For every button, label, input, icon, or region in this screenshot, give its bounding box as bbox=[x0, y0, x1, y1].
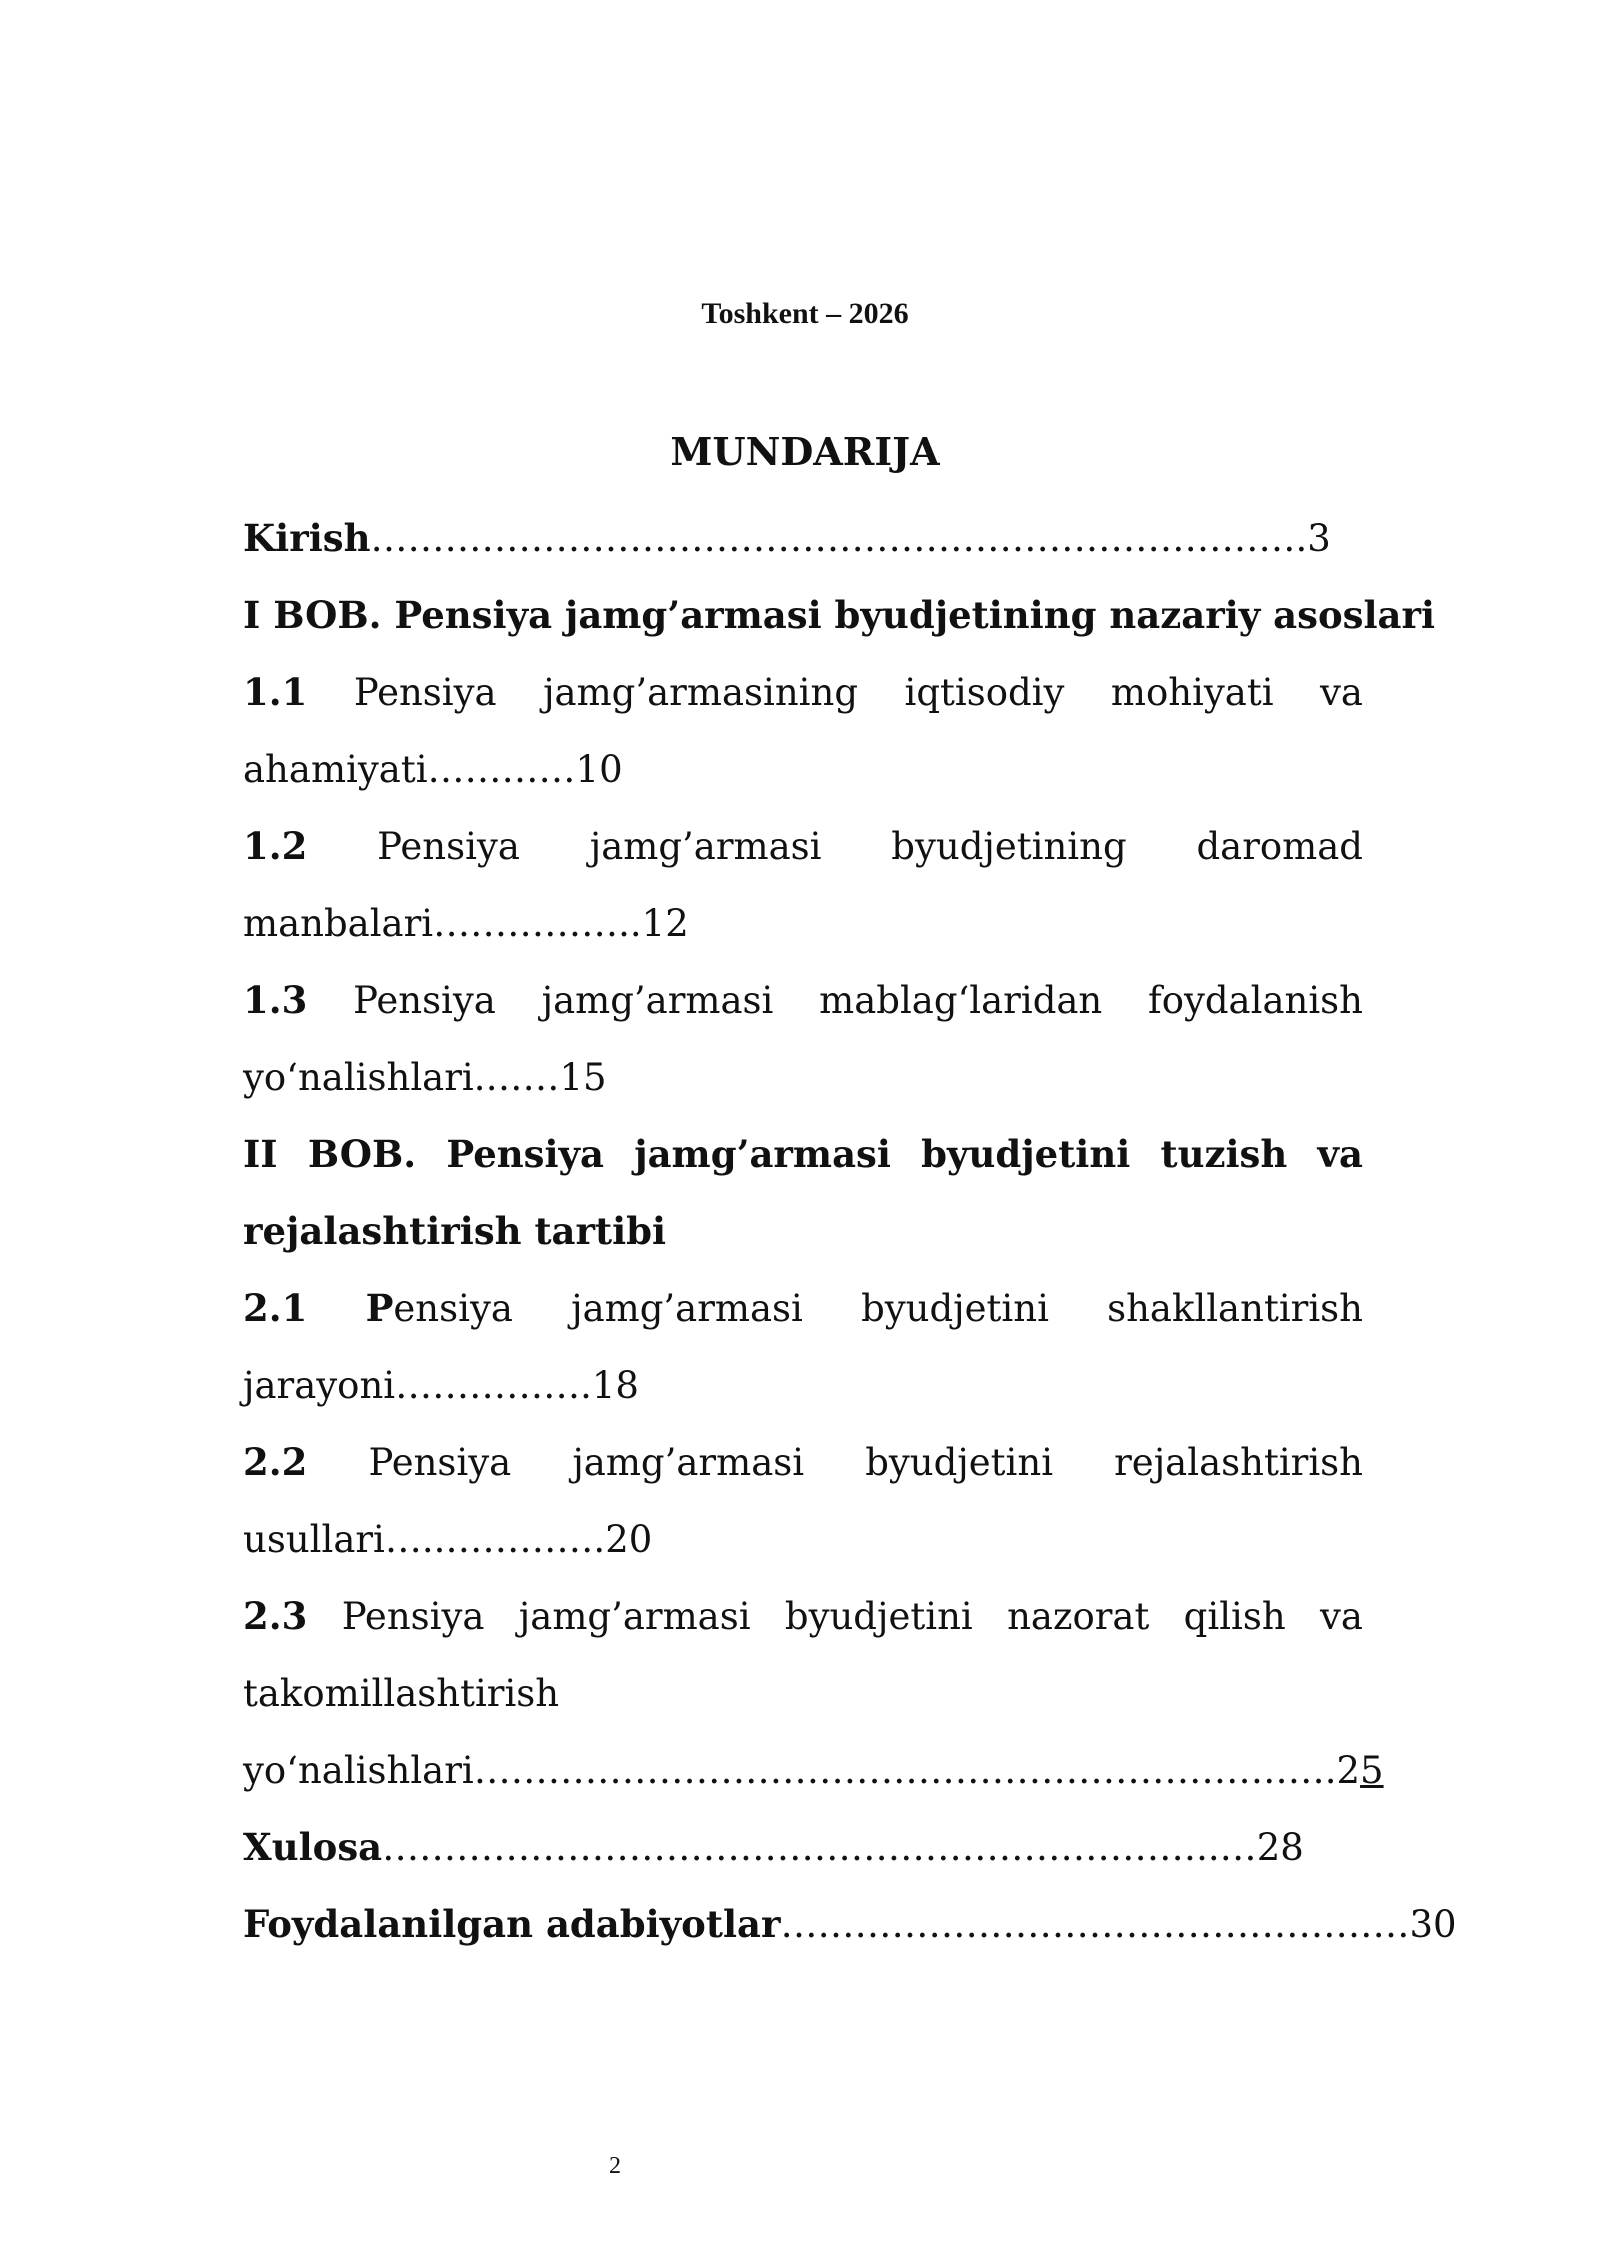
toc-word: byudjetini bbox=[865, 1441, 1054, 1484]
toc-page-number: 15 bbox=[559, 1056, 607, 1099]
toc-entry-1-1-continuation bbox=[243, 731, 1363, 808]
toc-word: jamg’armasi bbox=[634, 1132, 891, 1176]
toc-word: rejalashtirish bbox=[1114, 1441, 1363, 1484]
toc-page-number: 28 bbox=[1256, 1826, 1304, 1869]
table-of-contents bbox=[243, 500, 1457, 1963]
toc-word: byudjetini bbox=[861, 1287, 1049, 1330]
toc-section-number: 2.2 bbox=[243, 1440, 308, 1484]
toc-entry-1-1 bbox=[243, 654, 1363, 731]
toc-entry-2-3-continuation-2 bbox=[243, 1732, 1384, 1809]
toc-entry-label: Foydalanilgan adabiyotlar bbox=[243, 1902, 781, 1946]
toc-word: Pensiya bbox=[353, 979, 496, 1022]
toc-chapter-2-title bbox=[243, 1116, 1363, 1193]
toc-word: daromad bbox=[1196, 825, 1363, 868]
toc-entry-1-3-continuation bbox=[243, 1039, 1363, 1116]
toc-word: II bbox=[243, 1132, 278, 1176]
toc-section-number: 1.3 bbox=[243, 978, 308, 1022]
toc-word: jamg’armasi bbox=[541, 979, 774, 1022]
toc-entry-2-1 bbox=[243, 1270, 1363, 1347]
toc-word-initial: P bbox=[365, 1286, 394, 1330]
toc-leader-dots: ……………………………………………………………. bbox=[473, 1749, 1337, 1792]
toc-page-number: 3 bbox=[1307, 517, 1331, 560]
toc-word: jamg’armasi bbox=[572, 1441, 805, 1484]
page-number: 2 bbox=[609, 2153, 621, 2179]
toc-entry-label: Kirish bbox=[243, 516, 371, 560]
toc-word: Pensiya bbox=[377, 825, 520, 868]
toc-word: tuzish bbox=[1160, 1132, 1288, 1176]
toc-page-number: 12 bbox=[641, 902, 689, 945]
toc-chapter-2-title-continuation: rejalashtirish tartibi bbox=[243, 1209, 667, 1253]
toc-page-number bbox=[1337, 1749, 1384, 1792]
toc-word: foydalanish bbox=[1148, 979, 1363, 1022]
toc-word: yo‘nalishlari bbox=[243, 1056, 474, 1099]
toc-word: va bbox=[1317, 1132, 1363, 1176]
toc-word: BOB. bbox=[307, 1132, 417, 1176]
toc-word: jamg’armasi bbox=[518, 1595, 751, 1638]
toc-page-number: 20 bbox=[605, 1518, 653, 1561]
toc-word: mablag‘laridan bbox=[819, 979, 1103, 1022]
toc-entry-references bbox=[243, 1886, 1457, 1963]
toc-leader-dots: …..…………. bbox=[384, 1518, 606, 1561]
toc-leader-dots: …………………………………………………………………. bbox=[370, 517, 1308, 560]
toc-word: va bbox=[1320, 1595, 1363, 1638]
toc-page-number: 18 bbox=[591, 1364, 639, 1407]
toc-leader-dots: …………………………………………… bbox=[780, 1903, 1410, 1946]
toc-word: iqtisodiy bbox=[904, 671, 1065, 714]
toc-entry-2-1-continuation bbox=[243, 1347, 1363, 1424]
toc-page-digit: 2 bbox=[1336, 1749, 1361, 1792]
city-year: Toshkent – 2026 bbox=[701, 297, 909, 330]
toc-entry-2-3-continuation: takomillashtirish bbox=[243, 1672, 560, 1715]
toc-word: byudjetining bbox=[891, 825, 1127, 868]
toc-word: qilish bbox=[1183, 1595, 1286, 1638]
toc-word: shakllantirish bbox=[1107, 1287, 1363, 1330]
toc-word: yo‘nalishlari bbox=[243, 1749, 474, 1792]
toc-page-digit-underlined: 5 bbox=[1360, 1749, 1384, 1792]
toc-entry-1-2-continuation bbox=[243, 885, 1363, 962]
toc-section-number: 2.1 bbox=[243, 1286, 308, 1330]
toc-word: manbalari bbox=[243, 902, 434, 945]
toc-word: Pensiya bbox=[341, 1595, 485, 1638]
toc-word: byudjetini bbox=[784, 1595, 973, 1638]
toc-entry-intro bbox=[243, 500, 1363, 577]
toc-word: jamg’armasi bbox=[589, 825, 822, 868]
toc-page-number: 30 bbox=[1409, 1903, 1457, 1946]
toc-word: jarayoni bbox=[243, 1364, 396, 1407]
toc-entry-1-3 bbox=[243, 962, 1363, 1039]
toc-leader-dots: …………….. bbox=[433, 902, 642, 945]
toc-entry-2-3 bbox=[243, 1578, 1363, 1655]
toc-entry-2-2-continuation bbox=[243, 1501, 1363, 1578]
toc-word-pensiya bbox=[366, 1270, 513, 1347]
toc-title: MUNDARIJA bbox=[670, 429, 940, 474]
toc-leader-dots: ……………. bbox=[395, 1364, 592, 1407]
toc-entry-label: Xulosa bbox=[243, 1825, 383, 1869]
toc-page-number: 10 bbox=[575, 748, 623, 791]
toc-word: jamg’armasining bbox=[543, 671, 859, 714]
toc-word: va bbox=[1320, 671, 1363, 714]
toc-word: Pensiya bbox=[368, 1441, 512, 1484]
toc-leader-dots: …………………………………………………………..… bbox=[382, 1826, 1257, 1869]
toc-section-number: 1.1 bbox=[243, 670, 308, 714]
toc-word: jamg’armasi bbox=[571, 1287, 803, 1330]
toc-leader-dots: ………… bbox=[427, 748, 576, 791]
toc-word: byudjetini bbox=[921, 1132, 1131, 1176]
toc-section-number: 2.3 bbox=[243, 1594, 308, 1638]
toc-entry-2-2 bbox=[243, 1424, 1363, 1501]
toc-word: Pensiya bbox=[446, 1132, 604, 1176]
toc-entry-conclusion bbox=[243, 1809, 1363, 1886]
toc-word-rest: ensiya bbox=[393, 1287, 513, 1330]
toc-section-number: 1.2 bbox=[243, 824, 308, 868]
toc-leader-dots: .…… bbox=[473, 1056, 560, 1099]
toc-word: usullari bbox=[243, 1518, 385, 1561]
toc-chapter-1-title: I BOB. Pensiya jamg’armasi byudjetining nazariy asoslari bbox=[243, 593, 1436, 637]
toc-word: ahamiyati bbox=[243, 748, 428, 791]
toc-word: nazorat bbox=[1007, 1595, 1150, 1638]
toc-word: Pensiya bbox=[353, 671, 497, 714]
toc-entry-1-2 bbox=[243, 808, 1363, 885]
toc-word: mohiyati bbox=[1110, 671, 1274, 714]
